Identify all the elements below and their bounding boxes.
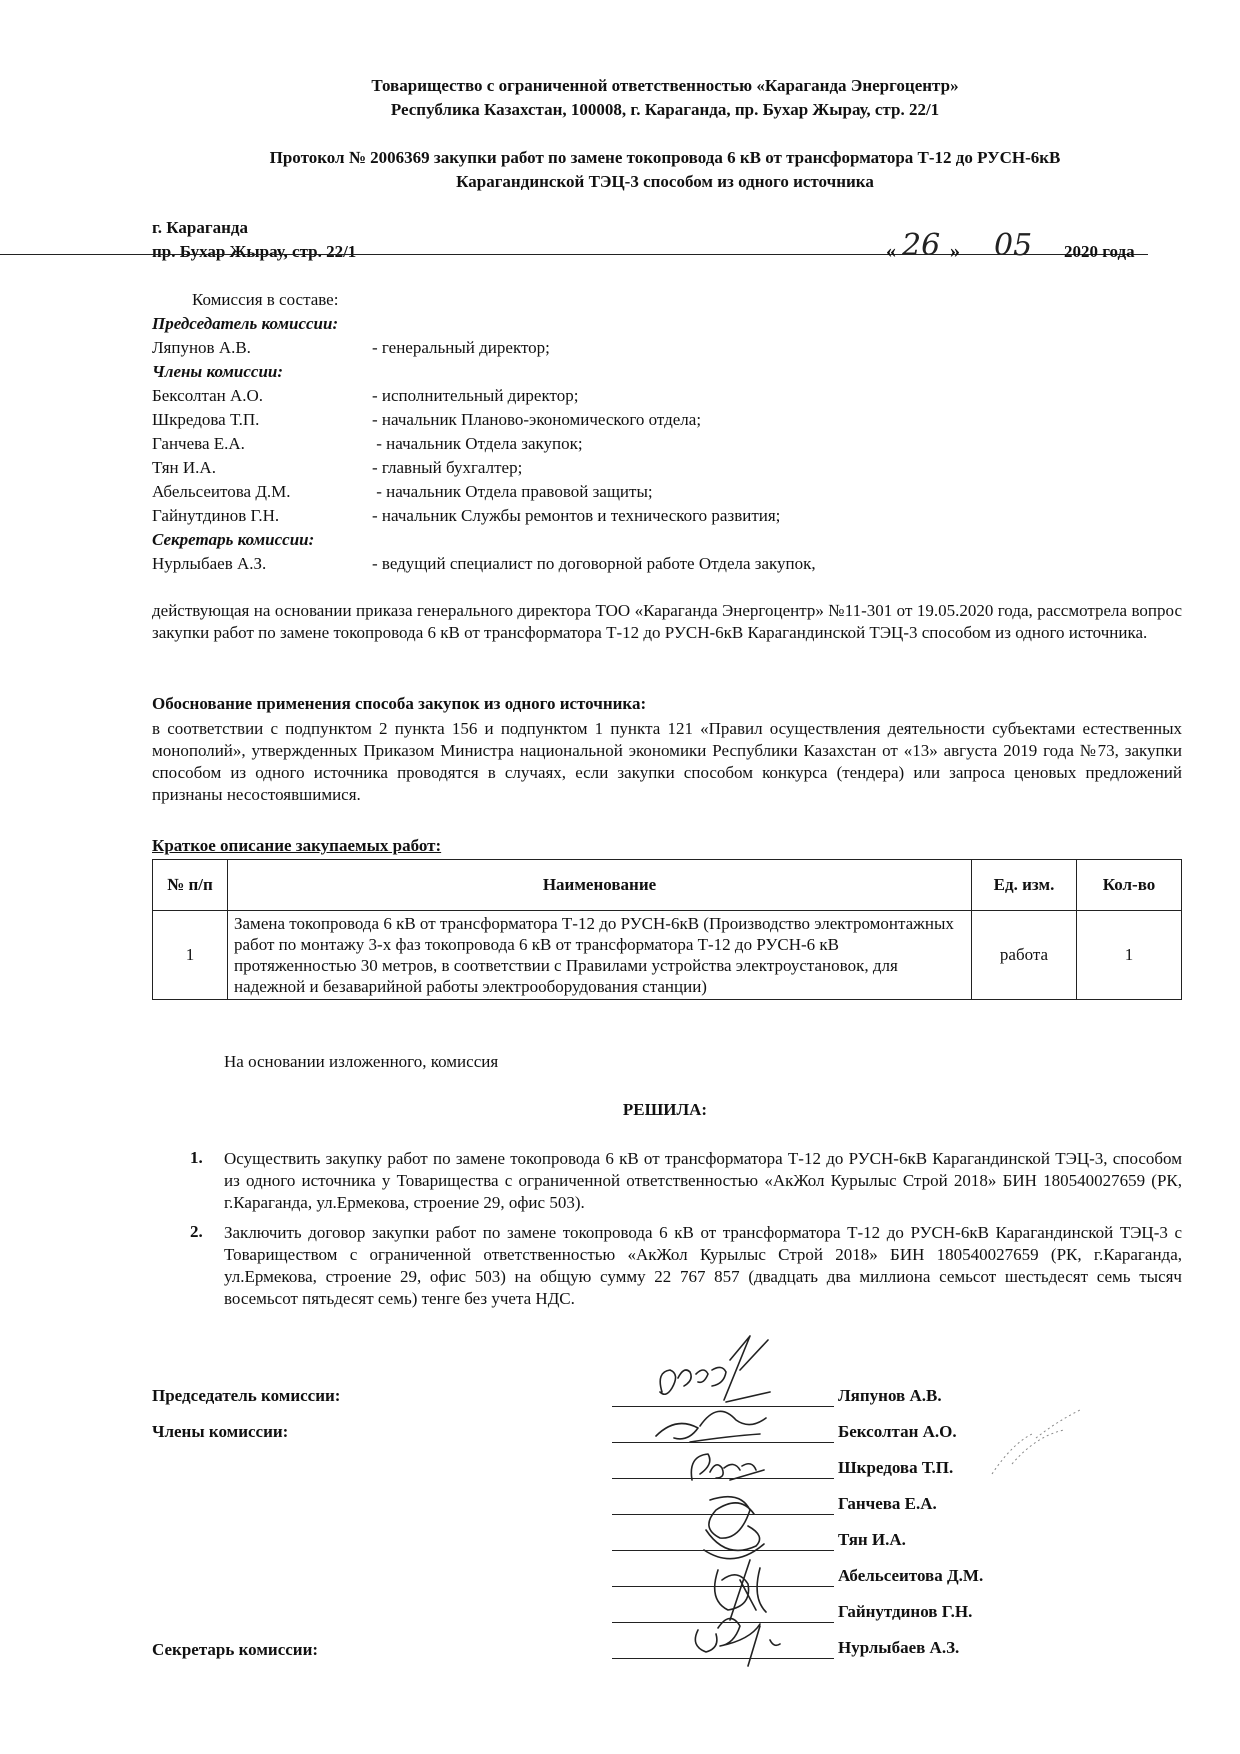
works-table xyxy=(152,859,1182,1000)
secretary-name: Нурлыбаев А.З. xyxy=(152,554,267,573)
protocol-title-line2: Карагандинской ТЭЦ-3 способом из одного источника xyxy=(456,172,874,191)
secretary-role: - ведущий специалист по договорной работе Отдела закупок, xyxy=(372,554,816,573)
commission-intro: Комиссия в составе: xyxy=(192,290,339,309)
sig-chairman-label: Председатель комиссии: xyxy=(152,1386,341,1405)
member-name: Шкредова Т.П. xyxy=(152,410,260,429)
row-name: Замена токопровода 6 кВ от трансформатора Т-12 до РУСН-6кВ (Производство электромонтажных работ по монтажу 3-х фаз токопровода 6 кВ от трансформатора Т-12 до РУСН-6 кВ протяженностью 30 метров, в соответствии с Правилами устройства электроустановок, для надежной и безаварийной работы электрооборудования станции) xyxy=(228,911,972,1000)
signatory-name: Шкредова Т.П. xyxy=(838,1458,954,1477)
org-address: Республика Казахстан, 100008, г. Караганда, пр. Бухар Жырау, стр. 22/1 xyxy=(390,100,940,119)
row-qty: 1 xyxy=(1077,911,1182,1000)
member-role: - главный бухгалтер; xyxy=(372,458,523,477)
decision-item-num: 1. xyxy=(190,1148,203,1167)
col-name-header: Наименование xyxy=(228,860,972,911)
signatory-name: Абельсеитова Д.М. xyxy=(838,1566,984,1585)
row-unit: работа xyxy=(972,911,1077,1000)
signatory-name: Бексолтан А.О. xyxy=(838,1422,957,1441)
member-name: Ганчева Е.А. xyxy=(152,434,245,453)
date-month: 05 xyxy=(994,228,1033,263)
chairman-role: - генеральный директор; xyxy=(372,338,550,357)
signatory-name: Тян И.А. xyxy=(838,1530,906,1549)
members-heading: Члены комиссии: xyxy=(152,362,284,381)
member-name: Бексолтан А.О. xyxy=(152,386,264,405)
handwritten-signatures xyxy=(600,1330,850,1690)
member-role: - начальник Службы ремонтов и технического развития; xyxy=(372,506,781,525)
row-num: 1 xyxy=(153,911,228,1000)
date-open-quote: « xyxy=(886,240,896,262)
col-qty-header: Кол-во xyxy=(1077,860,1182,911)
secretary-heading: Секретарь комиссии: xyxy=(152,530,315,549)
signatory-name: Нурлыбаев А.З. xyxy=(838,1638,960,1657)
decision-lead: На основании изложенного, комиссия xyxy=(224,1052,499,1071)
decision-item-num: 2. xyxy=(190,1222,203,1241)
member-name: Тян И.А. xyxy=(152,458,216,477)
member-role: - начальник Отдела правовой защиты; xyxy=(372,482,653,501)
chairman-heading: Председатель комиссии: xyxy=(152,314,339,333)
signatory-name: Гайнутдинов Г.Н. xyxy=(838,1602,973,1621)
table-header-row xyxy=(153,860,1182,911)
date-year: 2020 года xyxy=(1064,242,1135,261)
faint-stamp-marks xyxy=(982,1394,1092,1484)
date-close-quote: » xyxy=(950,240,960,262)
decision-heading: РЕШИЛА: xyxy=(622,1100,708,1119)
decision-item-text: Осуществить закупку работ по замене токопровода 6 кВ от трансформатора Т-12 до РУСН-6кВ Карагандинской ТЭЦ-3, способом из одного источника у Товарищества с ограниченной ответственностью «АкЖол Курылыс Строй 2018» БИН 180540027659 (РК, г.Караганда, ул.Ермекова, строение 29, офис 503). xyxy=(224,1149,1182,1212)
short-desc-heading: Краткое описание закупаемых работ: xyxy=(152,836,442,855)
org-name: Товарищество с ограниченной ответственностью «Караганда Энергоцентр» xyxy=(371,76,959,95)
chairman-name: Ляпунов А.В. xyxy=(152,338,251,357)
decision-item-text: Заключить договор закупки работ по замене токопровода 6 кВ от трансформатора Т-12 до РУСН-6кВ Карагандинской ТЭЦ-3 с Товариществом с ограниченной ответственностью «АкЖол Курылыс Строй 2018» БИН 180540027659 (РК, г.Караганда, ул.Ермекова, строение 29, офис 503) на общую сумму 22 767 857 (двадцать два миллиона семьсот шестьдесят семь тысяч восемьсот пятьдесят семь) тенге без учета НДС. xyxy=(224,1223,1182,1308)
sig-secretary-label: Секретарь комиссии: xyxy=(152,1640,319,1659)
header-rule xyxy=(0,254,1148,255)
signatory-name: Ляпунов А.В. xyxy=(838,1386,942,1405)
signatory-name: Ганчева Е.А. xyxy=(838,1494,937,1513)
justification-heading: Обоснование применения способа закупок из одного источника: xyxy=(152,694,647,713)
member-role: - начальник Отдела закупок; xyxy=(372,434,583,453)
member-name: Абельсеитова Д.М. xyxy=(152,482,291,501)
col-unit-header: Ед. изм. xyxy=(972,860,1077,911)
sig-members-label: Члены комиссии: xyxy=(152,1422,289,1441)
member-name: Гайнутдинов Г.Н. xyxy=(152,506,280,525)
justification-text: в соответствии с подпунктом 2 пункта 156 и подпунктом 1 пункта 121 «Правил осуществления деятельности субъектами естественных монополий», утвержденных Приказом Министра национальной экономики Республики Казахстан от «13» августа 2019 года №73, закупки способом из одного источника проводятся в случаях, если закупки способом конкурса (тендера) или запроса ценовых предложений признаны несостоявшимися. xyxy=(152,719,1182,804)
basis-paragraph: действующая на основании приказа генерального директора ТОО «Караганда Энергоцентр» №11-301 от 19.05.2020 года, рассмотрела вопрос закупки работ по замене токопровода 6 кВ от трансформатора Т-12 до РУСН-6кВ Карагандинской ТЭЦ-3 способом из одного источника. xyxy=(152,601,1182,642)
member-role: - исполнительный директор; xyxy=(372,386,579,405)
member-role: - начальник Планово-экономического отдела; xyxy=(372,410,702,429)
address: пр. Бухар Жырау, стр. 22/1 xyxy=(152,242,357,261)
col-num-header: № п/п xyxy=(153,860,228,911)
protocol-title-line1: Протокол № 2006369 закупки работ по замене токопровода 6 кВ от трансформатора Т-12 до РУСН-6кВ xyxy=(269,148,1061,167)
date-day: 26 xyxy=(902,228,941,263)
table-row xyxy=(153,911,1182,1000)
city: г. Караганда xyxy=(152,218,248,237)
